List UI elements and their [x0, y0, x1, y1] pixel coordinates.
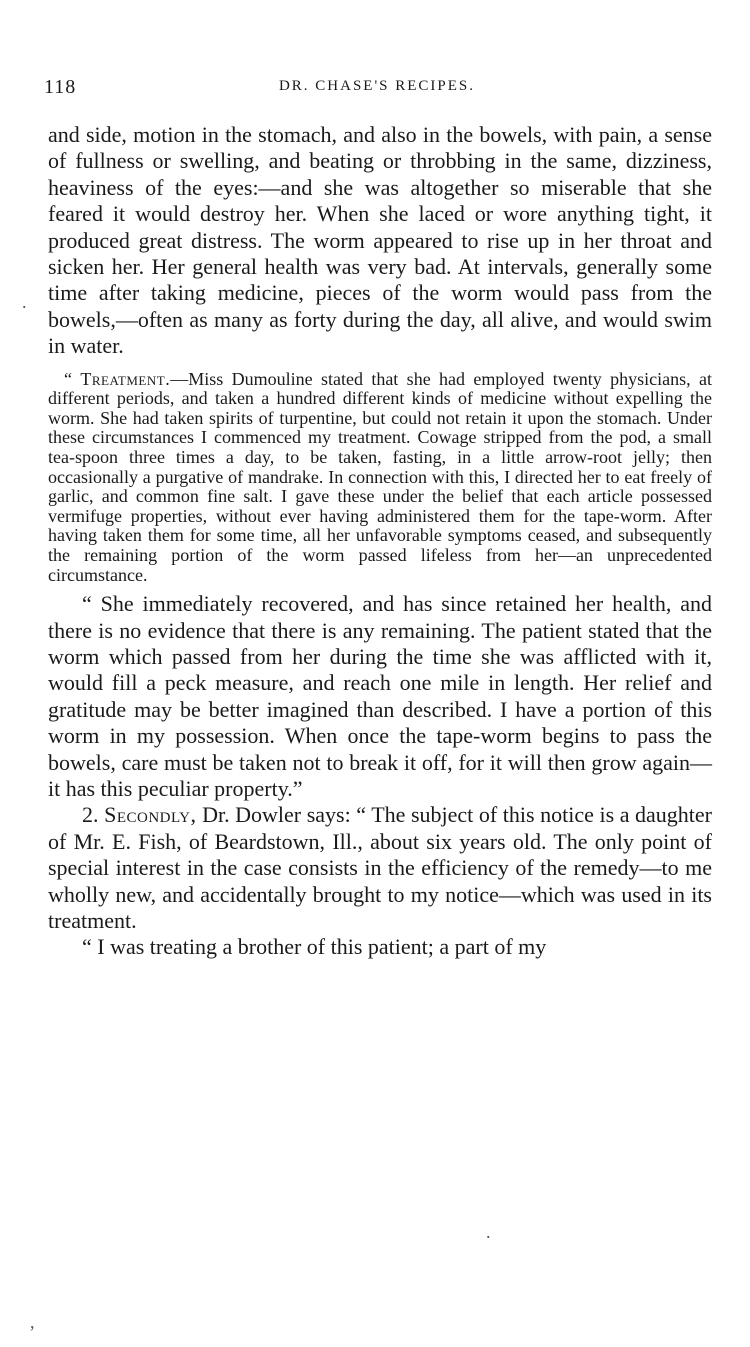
treatment-heading: Treatment. [80, 368, 171, 389]
page-header [44, 76, 710, 102]
open-quote: “ [64, 368, 72, 389]
secondly-heading: Secondly, [104, 802, 197, 828]
margin-mark: . [486, 1222, 491, 1242]
treatment-text: —Miss Dumouline stated that she had employed twenty physicians, at different periods, and taken a hundred different kinds of medicine without expelling the worm. She had taken spirits of turpentine, but could not retain it upon the stomach. Under these circumstances I commenced my treatment. Cowage stripped from the pod, a small tea-spoon three times a day, to be taken, fasting, in a little arrow-root jelly; then occasionally a purgative of mandrake. In connection with this, I directed her to eat freely of garlic, and common fine salt. I gave these under the belief that each article possessed vermifuge properties, without ever having administered them for the tape-worm. After having taken them for some time, all her unfavorable symptoms ceased, and subsequently the remaining portion of the worm passed lifeless from her—an unprecedented circumstance. [48, 368, 712, 585]
running-head: DR. CHASE'S RECIPES. [278, 78, 476, 94]
secondly-text: Dr. Dowler says: “ The subject of this notice is a daughter of Mr. E. Fish, of Beardstown, Ill., about six years old. The only point of special interest in the case consists in the efficiency of the remedy—to me wholly new, and accidentally brought to my notice—which was used in its treatment. [48, 802, 713, 934]
page-number: 118 [44, 76, 77, 98]
margin-mark: , [30, 1312, 35, 1332]
paragraph-recovery: “ She immediately recovered, and has since retained her health, and there is no evidence that there is any remaining. The patient stated that the worm which passed from her during the time she was afflicted with it, would fill a peck measure, and reach one mile in length. Her relief and gratitude may be better imagined than described. I have a portion of this worm in my possession. When once the tape-worm begins to pass the bowels, care must be taken not to break it off, for it will then grow again—it has this peculiar property.” [48, 591, 712, 802]
paragraph-brother: “ I was treating a brother of this patient; a part of my [82, 934, 547, 960]
paragraph-treatment [48, 370, 712, 586]
margin-mark: . [22, 292, 27, 312]
body-text [48, 122, 712, 961]
item-number: 2. [82, 802, 99, 828]
paragraph-secondly [48, 802, 712, 934]
paragraph-symptoms: and side, motion in the stomach, and also in the bowels, with pain, a sense of fullness or swelling, and beating or throbbing in the same, dizziness, heaviness of the eyes:—and she was altogether so miserable that she feared it would destroy her. When she laced or wore anything tight, it produced great distress. The worm appeared to rise up in her throat and sicken her. Her general health was very bad. At intervals, generally some time after taking medicine, pieces of the worm would pass from the bowels,—often as many as forty during the day, all alive, and would swim in water. [48, 122, 712, 359]
